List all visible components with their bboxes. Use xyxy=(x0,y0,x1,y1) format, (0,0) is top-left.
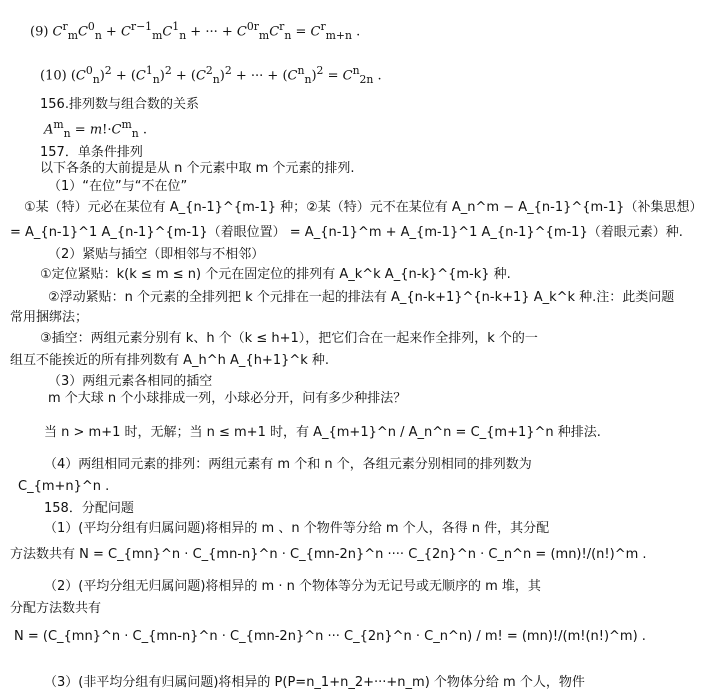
section-157-3-answer: 当 n > m+1 时，无解；当 n ≤ m+1 时，有 A_{m+1}^n / A_n^n = C_{m+1}^n 种排法. xyxy=(44,425,601,440)
section-157-1-heading: （1）“在位”与“不在位” xyxy=(48,179,188,194)
section-156-heading: 156.排列数与组合数的关系 xyxy=(40,97,199,112)
section-157-4-line2: C_{m+n}^n . xyxy=(18,479,110,494)
section-157-intro: 以下各条的大前提是从 n 个元素中取 m 个元素的排列. xyxy=(40,161,355,176)
section-158-2-formula: N = (C_{mn}^n · C_{mn-n}^n · C_{mn-2n}^n ··· C_{2n}^n · C_n^n) / m! = (mn)!/(m!(n!)^m) . xyxy=(14,629,646,644)
formula-9: (9) $C^r_mC^0_n + C^{r-1}_mC^1_n$ + ··· + $C^{0r}_mC^r_n = C^r_{m+n}$ . xyxy=(30,20,361,42)
section-157-2-item3-line1: ③插空：两组元素分别有 k、h 个（k ≤ h+1），把它们合在一起来作全排列，k 个的一 xyxy=(40,331,538,346)
section-158-2-line2: 分配方法数共有 xyxy=(10,601,102,616)
section-158-1-line1: （1）(平均分组有归属问题)将相异的 m 、n 个物件等分给 m 个人，各得 n 件，其分配 xyxy=(44,521,550,536)
formula-9-text: (9) xyxy=(30,24,53,40)
section-157-2-item2-line2: 常用捆绑法； xyxy=(10,310,89,325)
section-157-3-heading: （3）两组元素各相同的插空 xyxy=(48,374,213,389)
section-157-1-line2: = A_{n-1}^1 A_{n-1}^{m-1}（着眼位置） = A_{n-1}^m + A_{m-1}^1 A_{n-1}^{m-1}（着眼元素）种. xyxy=(10,225,683,240)
section-157-2-item3-line2: 组互不能挨近的所有排列数有 A_h^h A_{h+1}^k 种. xyxy=(10,353,330,368)
section-157-2-item1: ①定位紧贴：k(k ≤ m ≤ n) 个元在固定位的排列有 A_k^k A_{n-k}^{m-k} 种. xyxy=(40,267,511,282)
section-158-1-line2: 方法数共有 N = C_{mn}^n · C_{mn-n}^n · C_{mn-2n}^n ···· C_{2n}^n · C_n^n = (mn)!/(n!)^m . xyxy=(10,547,647,562)
section-157-heading: 157．单条件排列 xyxy=(40,145,143,160)
section-158-2-line1: （2）(平均分组无归属问题)将相异的 m · n 个物体等分为无记号或无顺序的 m 堆，其 xyxy=(44,579,541,594)
section-157-2-heading: （2）紧贴与插空（即相邻与不相邻） xyxy=(48,247,265,262)
section-156-formula: $A^m_n = m!\cdot C^m_n$ . xyxy=(44,118,147,140)
section-157-4-line1: （4）两组相同元素的排列：两组元素有 m 个和 n 个，各组元素分别相同的排列数为 xyxy=(44,457,532,472)
section-158-3-line1: （3）(非平均分组有归属问题)将相异的 P(P=n_1+n_2+···+n_m) 个物体分给 m 个人，物件 xyxy=(44,675,585,690)
formula-10: (10) $(C^0_n)^2 + (C^1_n)^2 + (C^2_n)^2$ + ··· + $(C^n_n)^2 = C^n_{2n}$ . xyxy=(40,64,382,86)
section-157-2-item2-line1: ②浮动紧贴：n 个元素的全排列把 k 个元排在一起的排法有 A_{n-k+1}^{n-k+1} A_k^k 种.注：此类问题 xyxy=(48,290,675,305)
section-157-1-line1: ①某（特）元必在某位有 A_{n-1}^{m-1} 种；②某（特）元不在某位有 A_n^m − A_{n-1}^{m-1}（补集思想） xyxy=(24,200,702,215)
section-157-3-question: m 个大球 n 个小球排成一列，小球必分开，问有多少种排法？ xyxy=(48,391,407,406)
section-158-heading: 158．分配问题 xyxy=(44,501,134,516)
